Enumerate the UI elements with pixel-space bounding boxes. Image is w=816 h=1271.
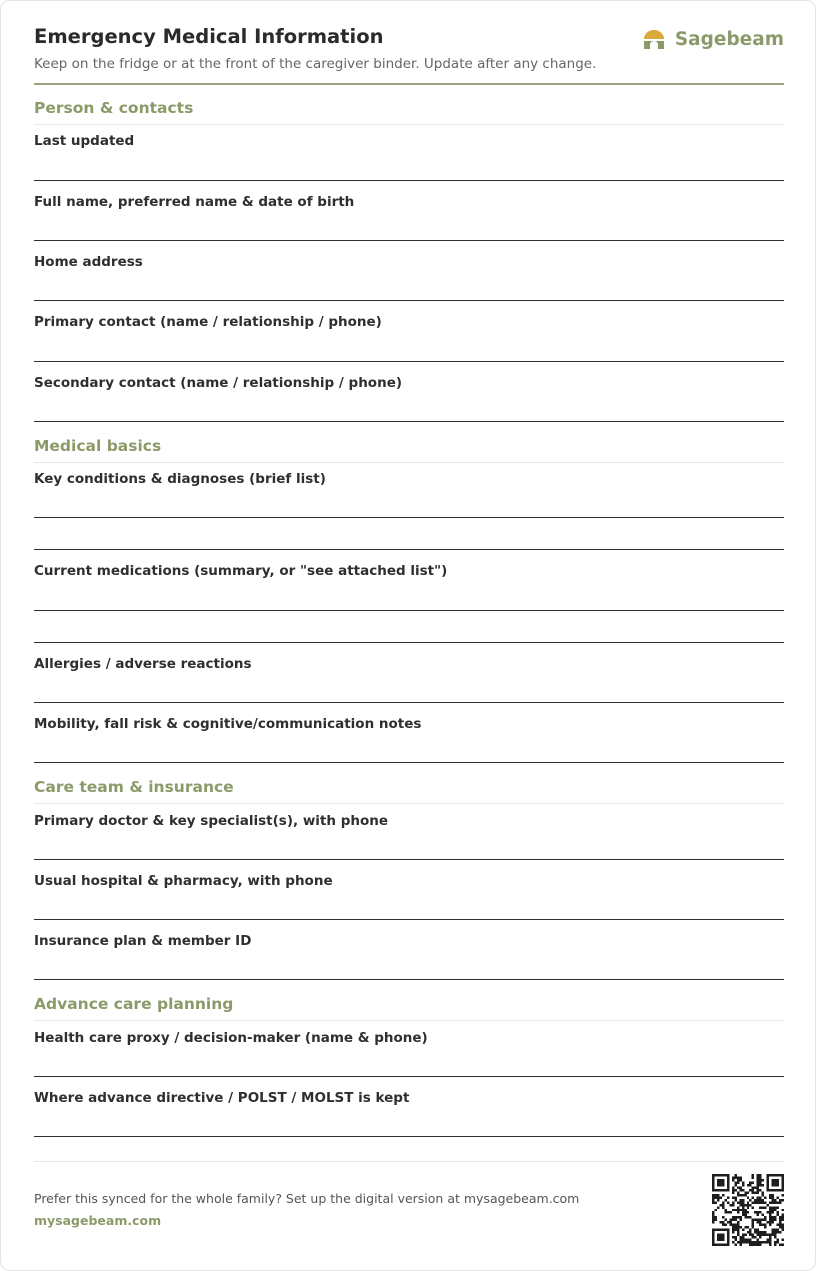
field-label-home-address: Home address bbox=[34, 254, 143, 270]
footer-divider bbox=[34, 1161, 784, 1162]
field-label-conditions: Key conditions & diagnoses (brief list) bbox=[34, 471, 326, 487]
field-label-full-name: Full name, preferred name & date of birth bbox=[34, 194, 355, 210]
sunrise-arch-icon bbox=[643, 29, 665, 49]
field-label-last-updated: Last updated bbox=[34, 133, 135, 149]
brand-logo bbox=[643, 27, 784, 51]
section-heading-medical: Medical basics bbox=[34, 436, 784, 463]
field-label-allergies: Allergies / adverse reactions bbox=[34, 656, 252, 672]
qr-code-icon[interactable] bbox=[712, 1174, 784, 1246]
write-line-home-address bbox=[34, 300, 784, 301]
section-heading-care-team: Care team & insurance bbox=[34, 777, 784, 804]
field-label-secondary-contact: Secondary contact (name / relationship / phone) bbox=[34, 375, 403, 391]
field-label-primary-contact: Primary contact (name / relationship / phone) bbox=[34, 314, 382, 330]
write-line-mobility bbox=[34, 762, 784, 763]
write-line-secondary-contact bbox=[34, 421, 784, 422]
section-heading-person: Person & contacts bbox=[34, 98, 784, 125]
write-line-primary-contact bbox=[34, 361, 784, 362]
footer-text: Prefer this synced for the whole family? Set up the digital version at mysagebeam.com bbox=[34, 1191, 580, 1206]
field-label-mobility: Mobility, fall risk & cognitive/communication notes bbox=[34, 716, 422, 732]
field-label-medications: Current medications (summary, or "see attached list") bbox=[34, 563, 448, 579]
write-line-doctor bbox=[34, 859, 784, 860]
write-line-directive bbox=[34, 1136, 784, 1137]
page-title: Emergency Medical Information bbox=[34, 25, 384, 48]
write-line-proxy bbox=[34, 1076, 784, 1077]
write-line-insurance bbox=[34, 979, 784, 980]
page-subtitle: Keep on the fridge or at the front of the caregiver binder. Update after any change. bbox=[34, 56, 597, 72]
field-label-directive: Where advance directive / POLST / MOLST is kept bbox=[34, 1090, 410, 1106]
write-line-conditions-1 bbox=[34, 517, 784, 518]
footer-link[interactable]: mysagebeam.com bbox=[34, 1213, 162, 1228]
write-line-hospital bbox=[34, 919, 784, 920]
section-heading-advance: Advance care planning bbox=[34, 994, 784, 1021]
brand-name: Sagebeam bbox=[674, 28, 784, 50]
form-header bbox=[34, 25, 784, 85]
write-line-medications-2 bbox=[34, 642, 784, 643]
field-label-insurance: Insurance plan & member ID bbox=[34, 933, 252, 949]
write-line-conditions-2 bbox=[34, 549, 784, 550]
write-line-medications-1 bbox=[34, 610, 784, 611]
write-line-last-updated bbox=[34, 180, 784, 181]
field-label-doctor: Primary doctor & key specialist(s), with phone bbox=[34, 813, 389, 829]
field-label-proxy: Health care proxy / decision-maker (name & phone) bbox=[34, 1030, 428, 1046]
write-line-full-name bbox=[34, 240, 784, 241]
field-label-hospital: Usual hospital & pharmacy, with phone bbox=[34, 873, 333, 889]
write-line-allergies bbox=[34, 702, 784, 703]
